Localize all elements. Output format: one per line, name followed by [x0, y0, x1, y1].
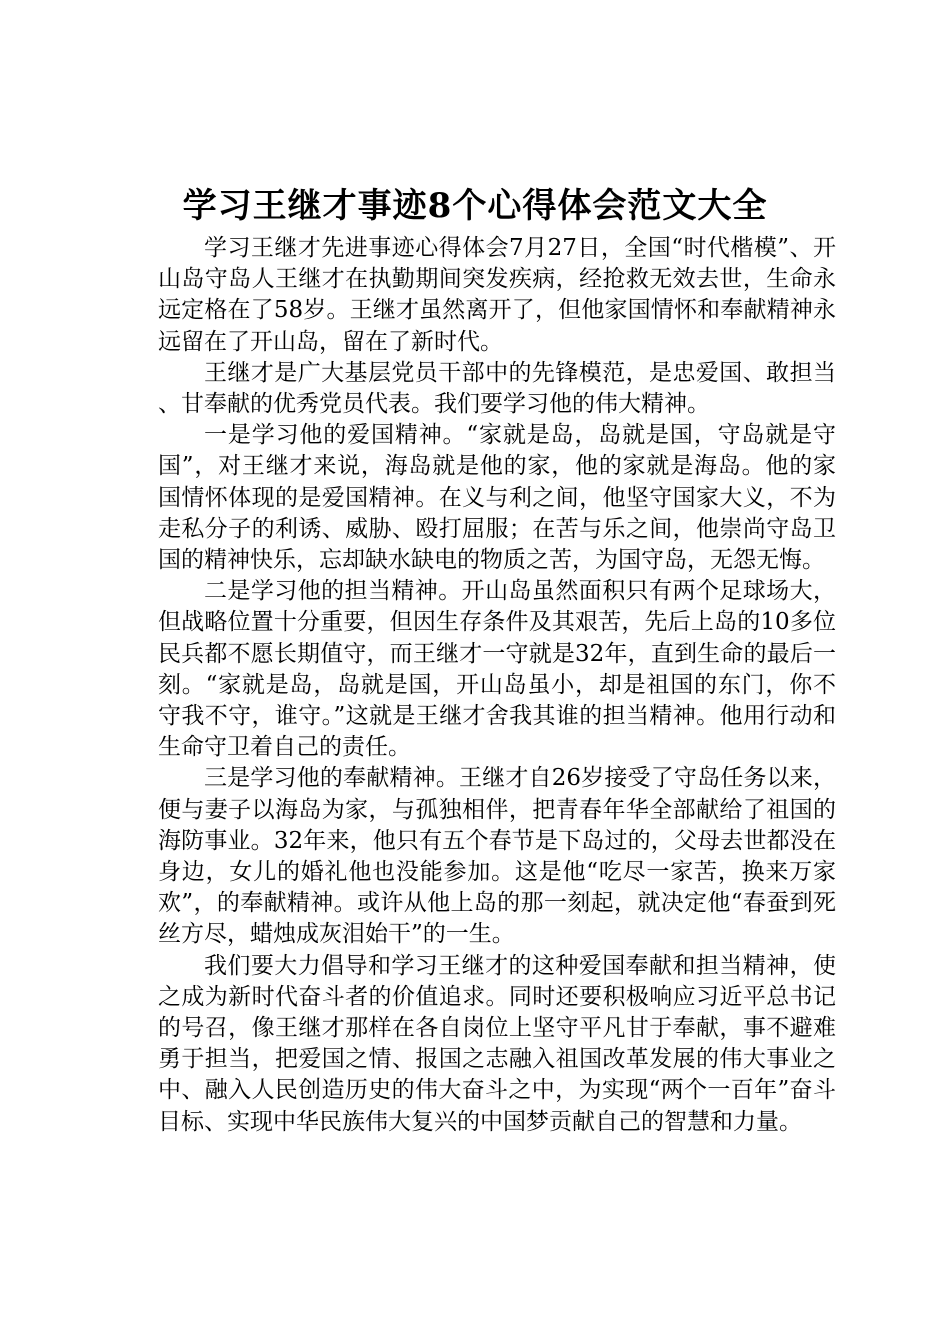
paragraph-summary: 王继才是广大基层党员干部中的先锋模范，是忠爱国、敢担当、甘奉献的优秀党员代表。我们要学习他的伟大精神。	[158, 359, 836, 418]
paragraph-responsibility: 二是学习他的担当精神。开山岛虽然面积只有两个足球场大，但战略位置十分重要，但因生存条件及其艰苦，先后上岛的10多位民兵都不愿长期值守，而王继才一守就是32年，直到生命的最后一刻。“家就是岛，岛就是国，开山岛虽小，却是祖国的东门，你不守我不守，谁守。”这就是王继才舍我其谁的担当精神。他用行动和生命守卫着自己的责任。	[158, 578, 836, 761]
paragraph-patriotism: 一是学习他的爱国精神。“家就是岛，岛就是国，守岛就是守国”，对王继才来说，海岛就是他的家，他的家就是海岛。他的家国情怀体现的是爱国精神。在义与利之间，他坚守国家大义，不为走私分子的利诱、威胁、殴打屈服；在苦与乐之间，他崇尚守岛卫国的精神快乐，忘却缺水缺电的物质之苦，为国守岛，无怨无悔。	[158, 422, 836, 574]
paragraph-conclusion: 我们要大力倡导和学习王继才的这种爱国奉献和担当精神，使之成为新时代奋斗者的价值追求。同时还要积极响应习近平总书记的号召，像王继才那样在各自岗位上坚守平凡甘于奉献，事不避难勇于担当，把爱国之情、报国之志融入祖国改革发展的伟大事业之中、融入人民创造历史的伟大奋斗之中，为实现“两个一百年”奋斗目标、实现中华民族伟大复兴的中国梦贡献自己的智慧和力量。	[158, 952, 836, 1135]
paragraph-dedication: 三是学习他的奉献精神。王继才自26岁接受了守岛任务以来，便与妻子以海岛为家，与孤独相伴，把青春年华全部献给了祖国的海防事业。32年来，他只有五个春节是下岛过的，父母去世都没在身边，女儿的婚礼他也没能参加。这是他“吃尽一家苦，换来万家欢”，的奉献精神。或许从他上岛的那一刻起，就决定他“春蚕到死丝方尽，蜡烛成灰泪始干”的一生。	[158, 765, 836, 948]
document-body	[158, 233, 836, 1138]
document-title: 学习王继才事迹8个心得体会范文大全	[182, 186, 768, 226]
paragraph-intro: 学习王继才先进事迹心得体会7月27日，全国“时代楷模”、开山岛守岛人王继才在执勤期间突发疾病，经抢救无效去世，生命永远定格在了58岁。王继才虽然离开了，但他家国情怀和奉献精神永远留在了开山岛，留在了新时代。	[158, 235, 836, 355]
